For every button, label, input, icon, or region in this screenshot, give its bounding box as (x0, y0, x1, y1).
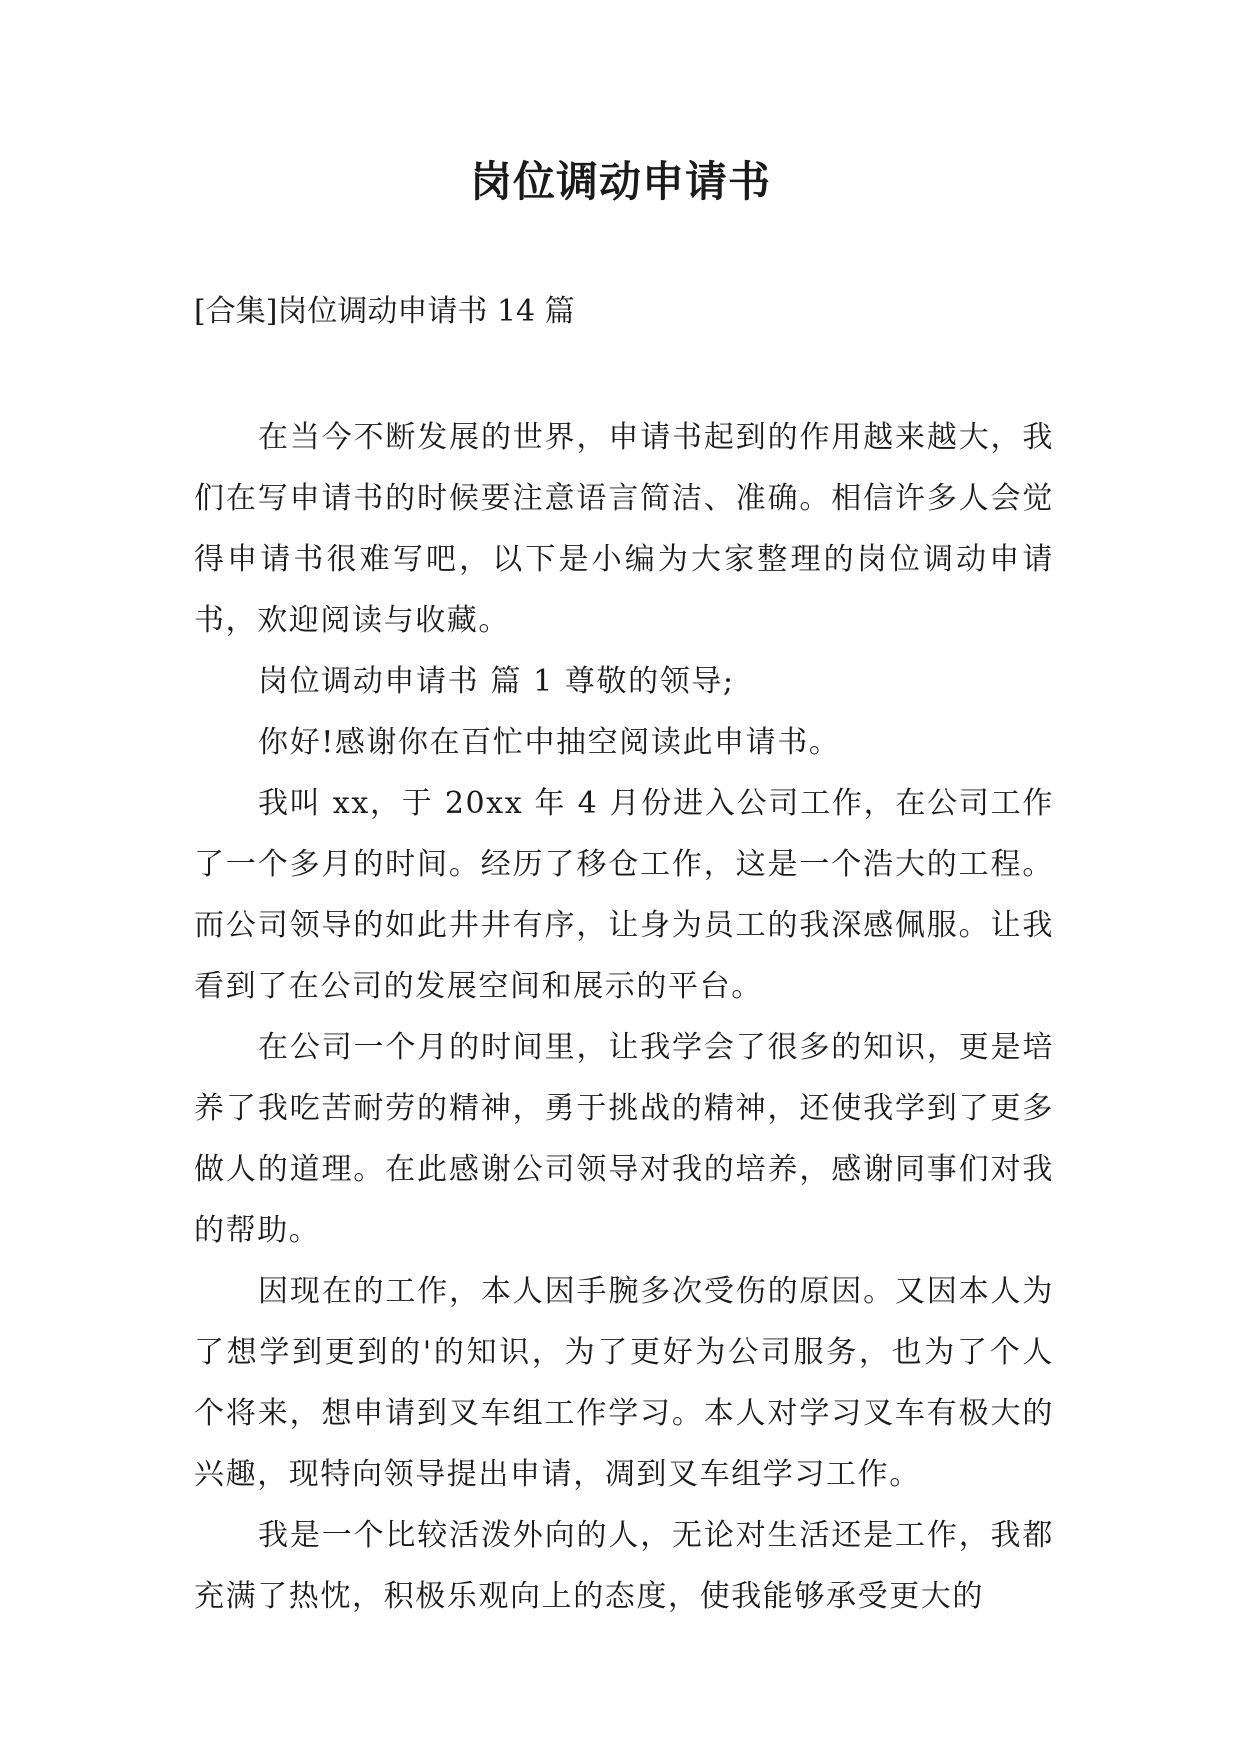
document-subtitle: [合集]岗位调动申请书 14 篇 (194, 294, 575, 329)
body-paragraph: 在当今不断发展的世界，申请书起到的作用越来越大，我们在写申请书的时候要注意语言简洁、准确。相信许多人会觉得申请书很难写吧，以下是小编为大家整理的岗位调动申请书，欢迎阅读与收藏。 (194, 420, 1054, 638)
body-paragraph: 因现在的工作，本人因手腕多次受伤的原因。又因本人为了想学到更到的'的知识，为了更好为公司服务，也为了个人个将来，想申请到叉车组工作学习。本人对学习叉车有极大的兴趣，现特向领导提出申请，凋到叉车组学习工作。 (194, 1274, 1054, 1492)
body-paragraph: 你好!感谢你在百忙中抽空阅读此申请书。 (258, 725, 841, 760)
body-paragraph: 在公司一个月的时间里，让我学会了很多的知识，更是培养了我吃苦耐劳的精神，勇于挑战的精神，还使我学到了更多做人的道理。在此感谢公司领导对我的培养，感谢同事们对我的帮助。 (194, 1030, 1054, 1248)
body-paragraph: 岗位调动申请书 篇 1 尊敬的领导; (258, 664, 735, 699)
body-paragraph: 我是一个比较活泼外向的人，无论对生活还是工作，我都充满了热忱，积极乐观向上的态度，使我能够承受更大的 (194, 1518, 1054, 1614)
document-body (194, 407, 1054, 1627)
body-paragraph: 我叫 xx，于 20xx 年 4 月份进入公司工作，在公司工作了一个多月的时间。经历了移仓工作，这是一个浩大的工程。而公司领导的如此井井有序，让身为员工的我深感佩服。让我看到了在公司的发展空间和展示的平台。 (194, 786, 1054, 1004)
document-title: 岗位调动申请书 (469, 157, 771, 206)
